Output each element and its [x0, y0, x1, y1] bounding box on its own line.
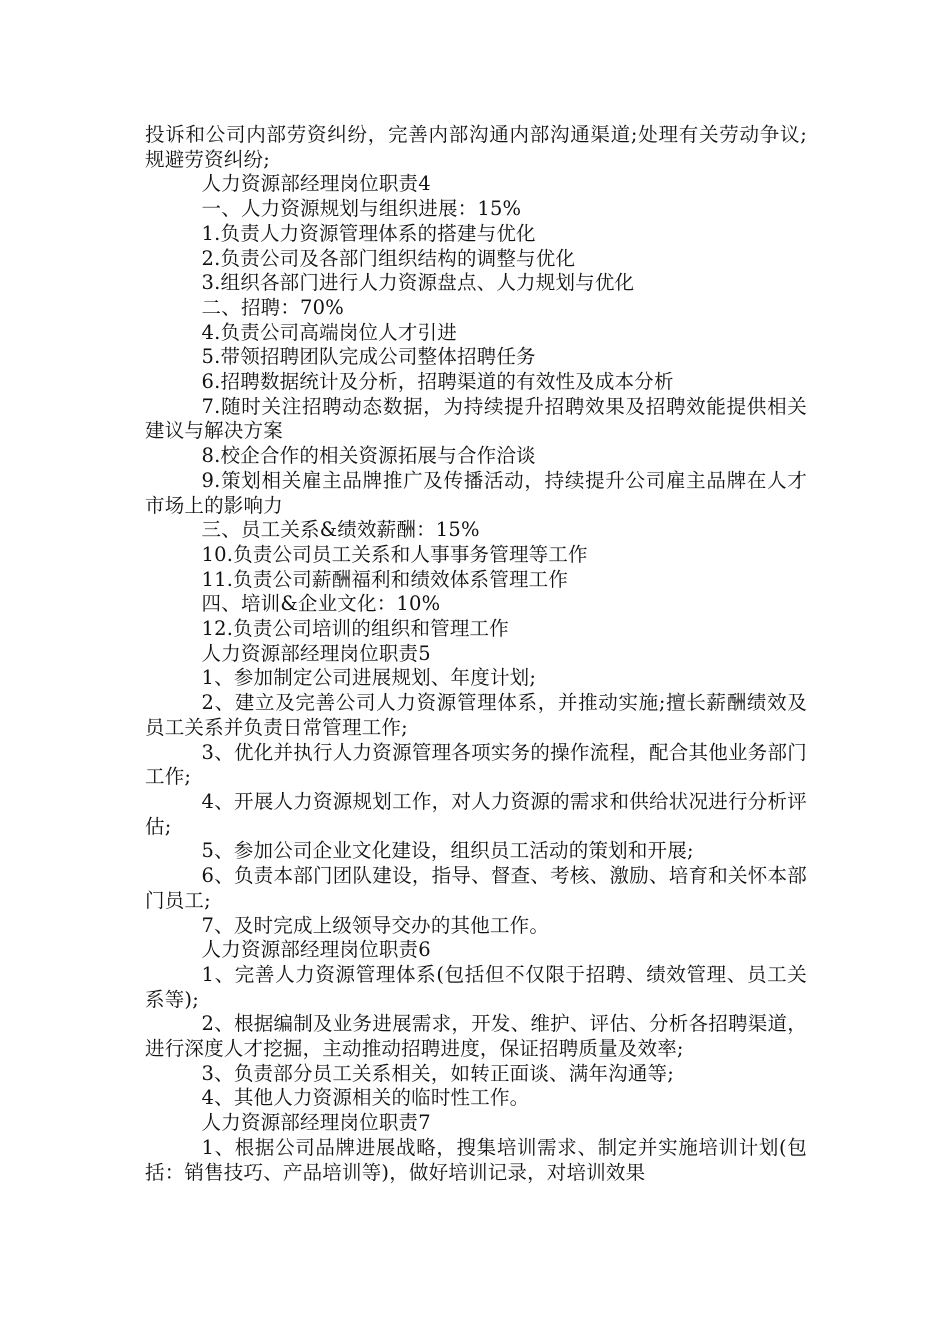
paragraph: 投诉和公司内部劳资纠纷，完善内部沟通内部沟通渠道;处理有关劳动争议;规避劳资纠纷; — [145, 123, 807, 171]
subsection-heading: 一、人力资源规划与组织进展：15% — [201, 197, 522, 221]
list-item: 6.招聘数据统计及分析，招聘渠道的有效性及成本分析 — [201, 370, 674, 394]
subsection-heading: 三、员工关系&绩效薪酬：15% — [201, 518, 480, 542]
list-item: 5.带领招聘团队完成公司整体招聘任务 — [201, 345, 536, 369]
list-item: 3、负责部分员工关系相关，如转正面谈、满年沟通等; — [201, 1061, 675, 1085]
list-item: 2、根据编制及业务进展需求，开发、维护、评估、分析各招聘渠道，进行深度人才挖掘，主动推动招聘进度，保证招聘质量及效率; — [145, 1012, 807, 1061]
list-item: 7.随时关注招聘动态数据，为持续提升招聘效果及招聘效能提供相关建议与解决方案 — [145, 394, 807, 443]
list-item: 5、参加公司企业文化建设，组织员工活动的策划和开展; — [201, 839, 694, 863]
list-item: 2.负责公司及各部门组织结构的调整与优化 — [201, 246, 576, 270]
list-item: 7、及时完成上级领导交办的其他工作。 — [201, 913, 550, 937]
section-heading: 人力资源部经理岗位职责6 — [201, 938, 431, 962]
list-item: 6、负责本部门团队建设，指导、督查、考核、激励、培育和关怀本部门员工; — [145, 864, 807, 912]
list-item: 1.负责人力资源管理体系的搭建与优化 — [201, 221, 536, 245]
document-body — [145, 123, 807, 1185]
list-item: 3.组织各部门进行人力资源盘点、人力规划与优化 — [201, 271, 635, 295]
list-item: 8.校企合作的相关资源拓展与合作洽谈 — [201, 444, 536, 468]
list-item: 12.负责公司培训的组织和管理工作 — [201, 617, 509, 641]
list-item: 9.策划相关雇主品牌推广及传播活动，持续提升公司雇主品牌在人才市场上的影响力 — [145, 468, 807, 517]
section-heading: 人力资源部经理岗位职责7 — [201, 1111, 431, 1135]
list-item: 4、开展人力资源规划工作，对人力资源的需求和供给状况进行分析评估; — [145, 789, 807, 838]
list-item: 11.负责公司薪酬福利和绩效体系管理工作 — [201, 567, 569, 591]
section-heading: 人力资源部经理岗位职责5 — [201, 641, 431, 665]
subsection-heading: 二、招聘：70% — [201, 295, 344, 319]
list-item: 3、优化并执行人力资源管理各项实务的操作流程，配合其他业务部门工作; — [145, 740, 807, 789]
list-item: 4.负责公司高端岗位人才引进 — [201, 320, 457, 344]
list-item: 4、其他人力资源相关的临时性工作。 — [201, 1086, 530, 1110]
list-item: 1、根据公司品牌进展战略，搜集培训需求、制定并实施培训计划(包括：销售技巧、产品培训等)，做好培训记录，对培训效果 — [145, 1135, 807, 1184]
list-item: 10.负责公司员工关系和人事事务管理等工作 — [201, 542, 588, 566]
section-heading: 人力资源部经理岗位职责4 — [201, 172, 431, 196]
list-item: 1、完善人力资源管理体系(包括但不仅限于招聘、绩效管理、员工关系等); — [145, 962, 807, 1011]
subsection-heading: 四、培训&企业文化：10% — [201, 592, 441, 616]
list-item: 1、参加制定公司进展规划、年度计划; — [201, 666, 537, 690]
list-item: 2、建立及完善公司人力资源管理体系，并推动实施;擅长薪酬绩效及员工关系并负责日常管理工作; — [145, 691, 807, 739]
